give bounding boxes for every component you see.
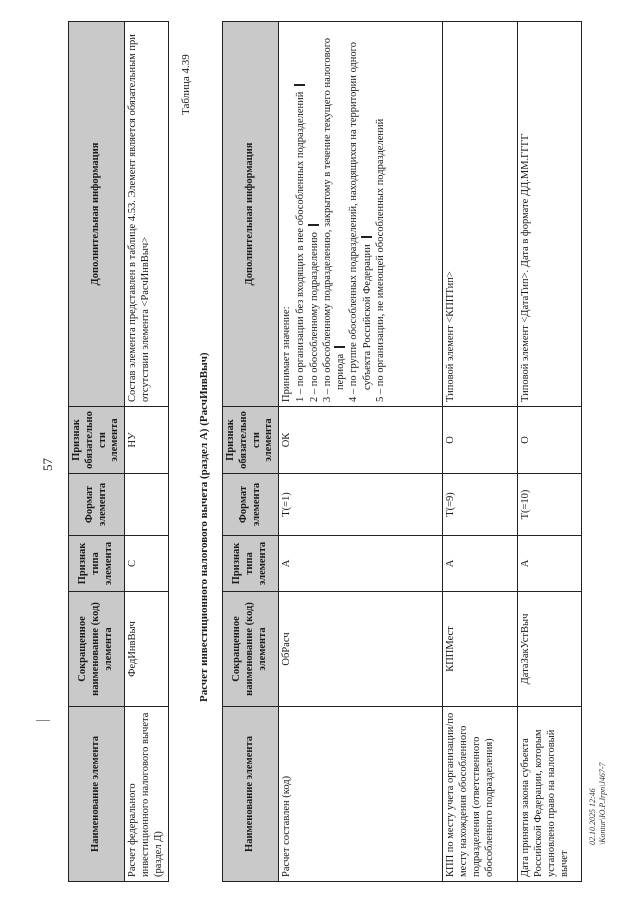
table-caption: Расчет инвестиционного налогового вычета (раздел А) (РасчИнвВыч) xyxy=(198,352,210,702)
header-element-name: Наименование элемента xyxy=(223,707,279,882)
separator-bar xyxy=(308,224,319,226)
cell-element-type: А xyxy=(279,536,443,592)
table-row xyxy=(443,22,518,882)
info-option: 2 – по обособленному подразделению xyxy=(308,26,322,402)
info-option: 4 – по группе обособленных подразделений, находящихся на территории одного субъекта Российской Федерации xyxy=(348,42,373,402)
header-element-code: Сокращенное наименование (код) элемента xyxy=(69,592,125,707)
table-row xyxy=(518,22,582,882)
cell-additional-info: Типовой элемент <ДатаТип>. Дата в формате ДД.ММ.ГГГГ xyxy=(518,22,582,407)
cell-element-name: Дата принятия закона субъекта Российской Федерации, которым установлено право на налоговый вычет xyxy=(518,707,582,882)
header-element-required: Признак обязательности элемента xyxy=(69,407,125,474)
top-elements-table xyxy=(68,21,169,882)
header-element-format: Формат элемента xyxy=(69,474,125,536)
info-intro: Принимает значение: xyxy=(281,306,293,402)
separator-bar xyxy=(294,84,305,86)
header-element-type: Признак типа элемента xyxy=(69,536,125,592)
header-element-name: Наименование элемента xyxy=(69,707,125,882)
info-option: 1 – по организации без входящих в нее обособленных подразделений xyxy=(294,26,308,402)
cell-additional-info: Типовой элемент <КППТип> xyxy=(443,22,518,407)
cell-element-code: КППМест xyxy=(443,592,518,707)
top-table-header-row xyxy=(69,22,125,882)
page-number: 57 xyxy=(40,458,55,471)
cell-element-required: О xyxy=(518,407,582,474)
print-stamp: 02.10.2025 12:46 \Kontur\Ю.Р.Jrpn\J467-7 xyxy=(588,762,607,845)
cell-additional-info: Состав элемента представлен в таблице 4.53. Элемент является обязательным при отсутствии элемента <РасчИнвВыч> xyxy=(125,22,168,407)
separator-bar xyxy=(334,346,345,348)
info-option: 5 – по организации, не имеющей обособленных подразделений xyxy=(374,118,386,402)
table-row xyxy=(125,22,168,882)
cell-element-type: А xyxy=(443,536,518,592)
cell-element-required: ОК xyxy=(279,407,443,474)
cell-element-required: НУ xyxy=(125,407,168,474)
cell-element-name: КПП по месту учета организации/по месту нахождения обособленного подразделения (ответственного обособленного подразделения) xyxy=(443,707,518,882)
scan-mark xyxy=(36,720,50,721)
info-option: 3 – по обособленному подразделению, закрытому в течение текущего налогового периода xyxy=(321,37,347,402)
header-additional-info: Дополнительная информация xyxy=(223,22,279,407)
cell-element-name: Расчет составлен (код) xyxy=(279,707,443,882)
cell-element-type: С xyxy=(125,536,168,592)
header-additional-info: Дополнительная информация xyxy=(69,22,125,407)
header-element-code: Сокращенное наименование (код) элемента xyxy=(223,592,279,707)
header-element-type: Признак типа элемента xyxy=(223,536,279,592)
header-element-format: Формат элемента xyxy=(223,474,279,536)
header-element-required: Признак обязательности элемента xyxy=(223,407,279,474)
separator-bar xyxy=(361,236,372,238)
cell-element-format: T(=10) xyxy=(518,474,582,536)
main-elements-table xyxy=(222,21,582,882)
cell-element-code: ОбРасч xyxy=(279,592,443,707)
cell-element-format xyxy=(125,474,168,536)
cell-element-required: О xyxy=(443,407,518,474)
cell-element-name: Расчет федерального инвестиционного налогового вычета (раздел Д) xyxy=(125,707,168,882)
cell-element-type: А xyxy=(518,536,582,592)
cell-element-code: ФедИнвВыч xyxy=(125,592,168,707)
cell-element-code: ДатаЗакУстВыч xyxy=(518,592,582,707)
cell-element-format: T(=1) xyxy=(279,474,443,536)
cell-element-format: T(=9) xyxy=(443,474,518,536)
cell-additional-info xyxy=(279,22,443,407)
table-number: Таблица 4.39 xyxy=(180,54,192,115)
table-row xyxy=(279,22,443,882)
main-table-header-row xyxy=(223,22,279,882)
